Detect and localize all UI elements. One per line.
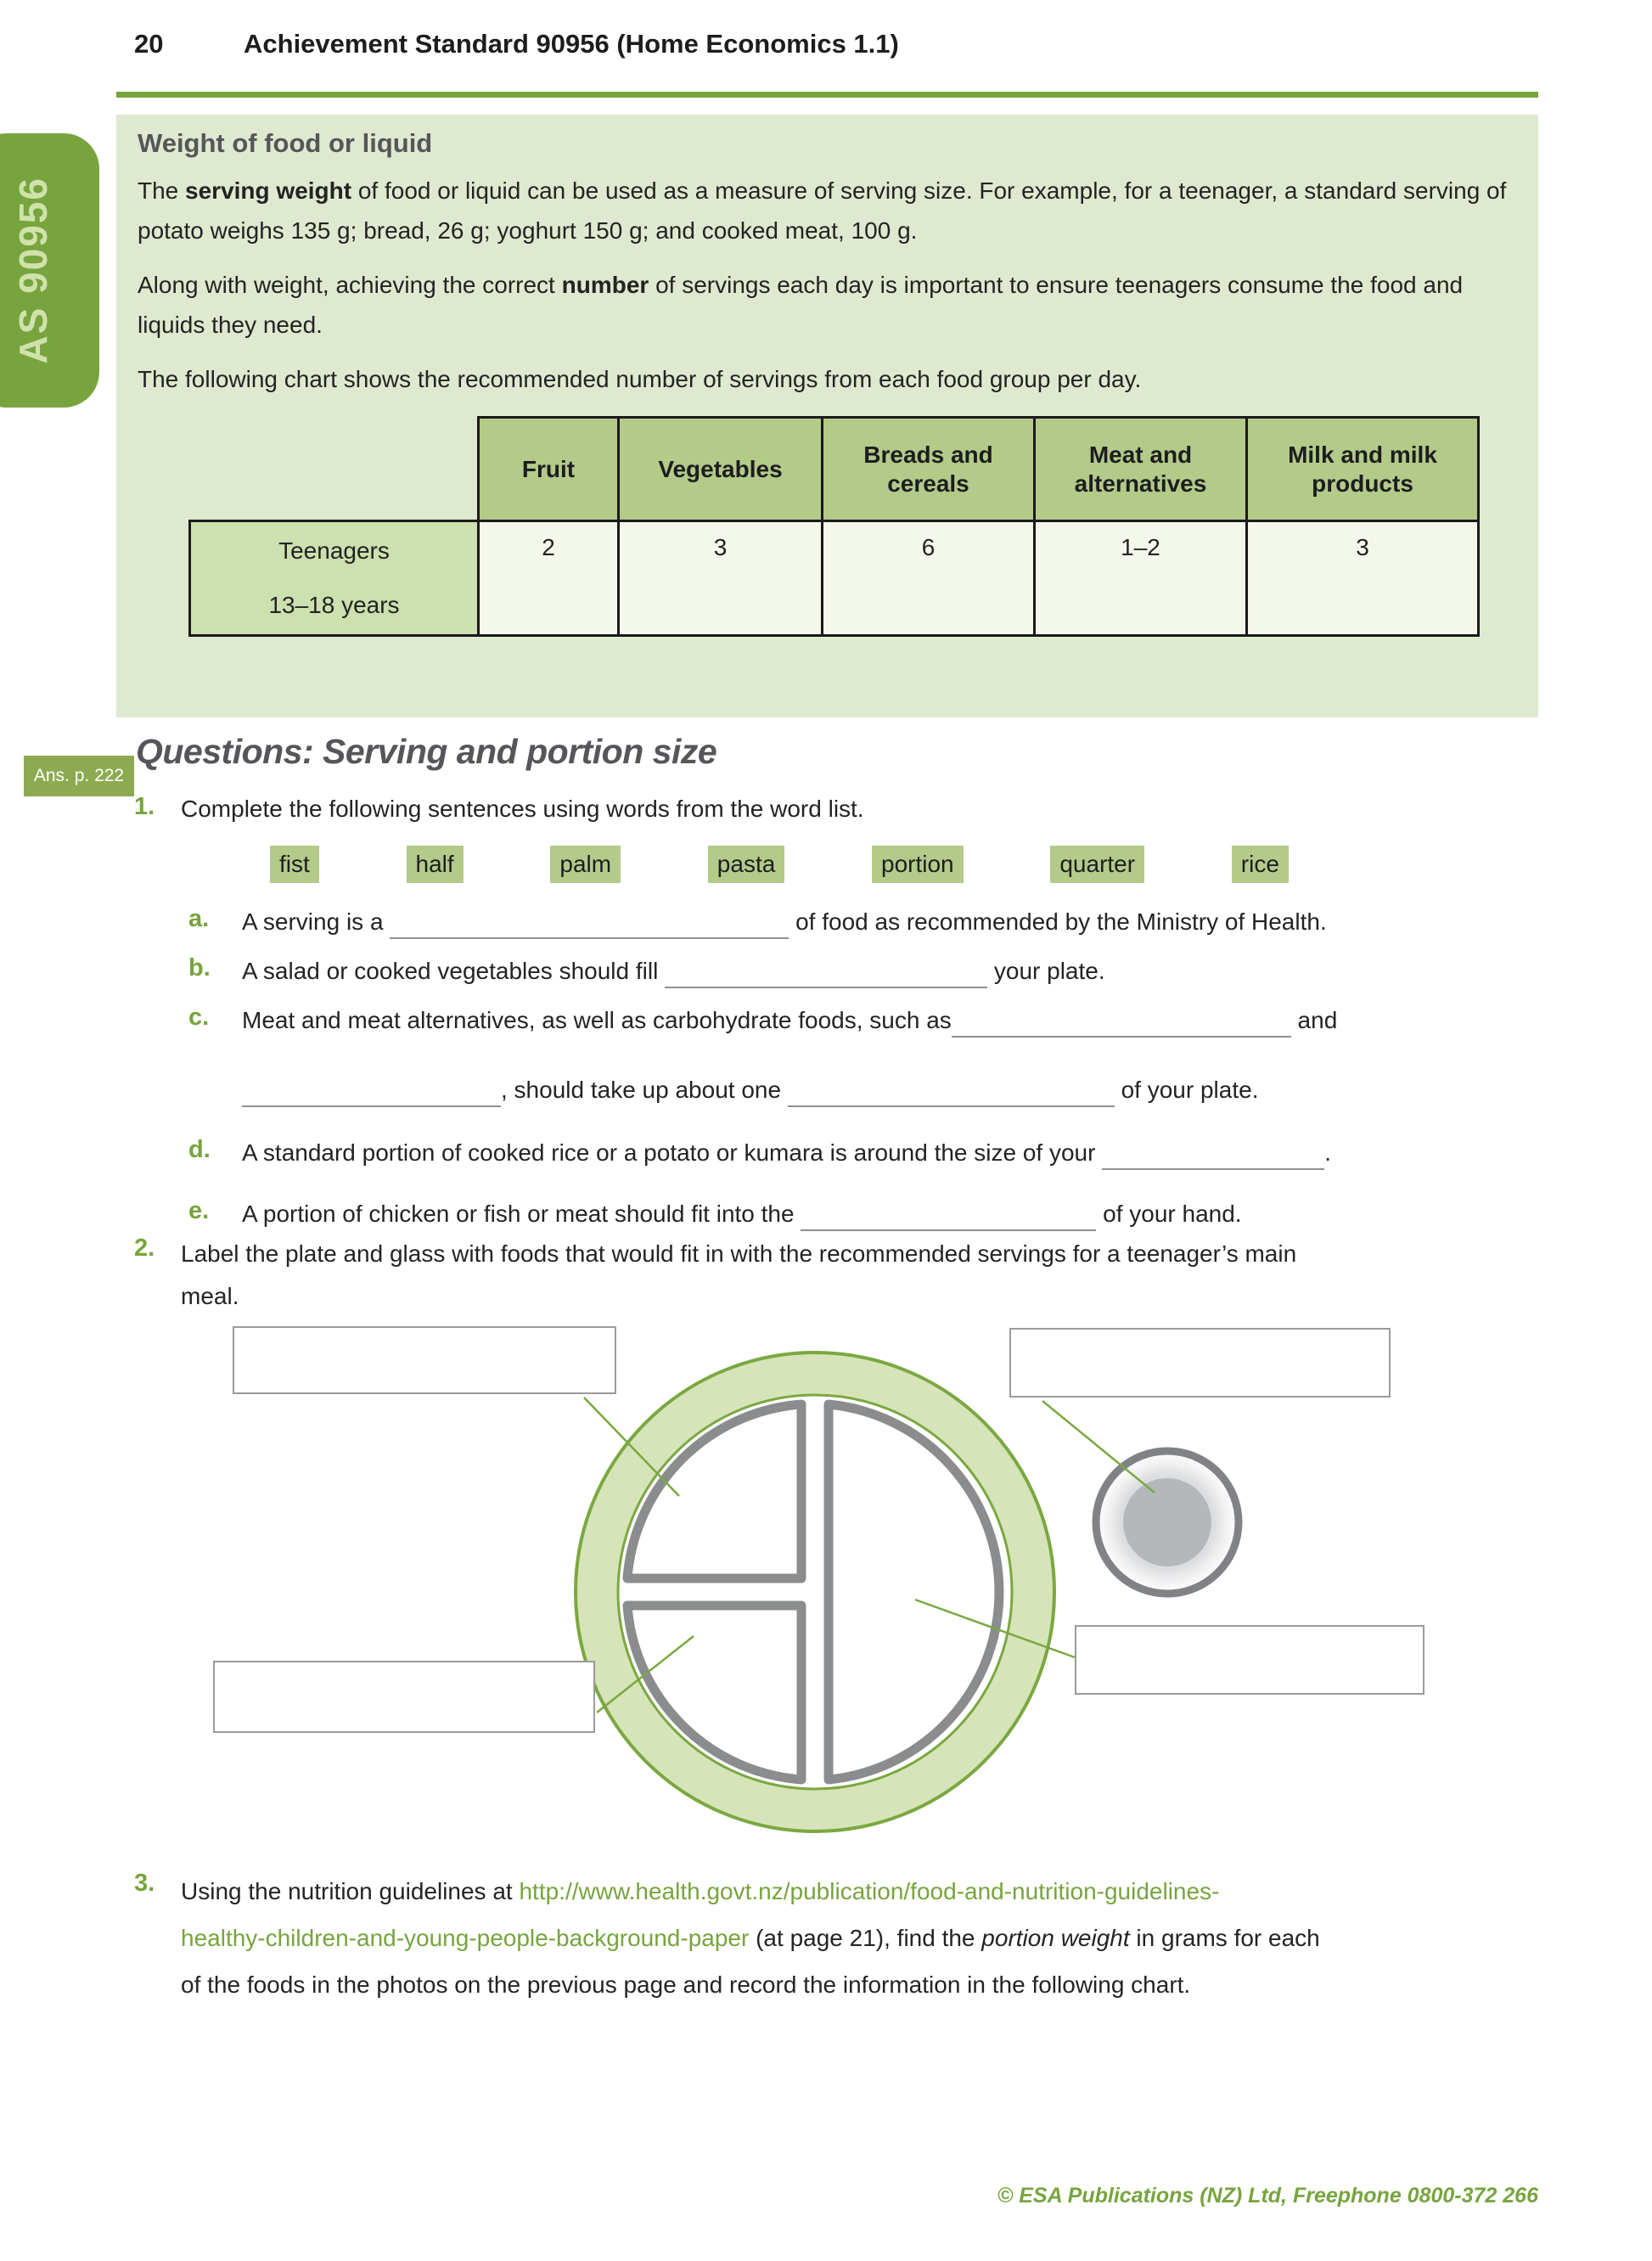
page-title: Achievement Standard 90956 (Home Economics 1.1) bbox=[244, 29, 899, 59]
question-3-text bbox=[181, 1868, 1539, 2008]
question-2-text: Label the plate and glass with foods that would fit in with the recommended servings for a teenager’s main meal. bbox=[181, 1240, 1297, 1309]
sub-item-d-text: A standard portion of cooked rice or a potato or kumara is around the size of your . bbox=[242, 1136, 1331, 1170]
info-paragraph-3: The following chart shows the recommended number of servings from each food group per day. bbox=[138, 366, 1142, 392]
sub-item-b-letter: b. bbox=[188, 954, 211, 981]
column-header-vegetables: Vegetables bbox=[619, 418, 823, 521]
sub-item-e-letter: e. bbox=[188, 1197, 210, 1224]
word-chip-pasta: pasta bbox=[708, 846, 785, 883]
sub-item-c-line1: Meat and meat alternatives, as well as carbohydrate foods, such as and bbox=[242, 1004, 1337, 1038]
servings-table bbox=[188, 416, 1480, 637]
column-header-meat: Meat and alternatives bbox=[1035, 418, 1247, 521]
answer-blank-e[interactable] bbox=[801, 1207, 1096, 1231]
question-1-text: Complete the following sentences using words from the word list. bbox=[181, 796, 864, 822]
answer-blank-d[interactable] bbox=[1102, 1146, 1324, 1170]
word-chip-rice: rice bbox=[1232, 846, 1289, 883]
header-rule bbox=[116, 92, 1538, 98]
question-3-line-2: healthy-children-and-young-people-background-paper (at page 21), find the portion weight in grams for each bbox=[181, 1925, 1320, 1951]
word-chip-fist: fist bbox=[270, 846, 319, 883]
answer-blank-c3[interactable] bbox=[788, 1083, 1115, 1107]
column-header-fruit: Fruit bbox=[479, 418, 619, 521]
sub-item-a-letter: a. bbox=[188, 905, 210, 932]
footer-credit: © ESA Publications (NZ) Ltd, Freephone 0800-372 266 bbox=[997, 2184, 1538, 2208]
sub-item-e-text: A portion of chicken or fish or meat should fit into the of your hand. bbox=[242, 1197, 1242, 1231]
table-empty-corner bbox=[190, 418, 479, 521]
serving-value-fruit: 2 bbox=[479, 521, 619, 636]
info-paragraph-2: Along with weight, achieving the correct number of servings each day is important to ensure teenagers consume the food and liquids they need. bbox=[138, 272, 1464, 338]
nutrition-guidelines-link-continued[interactable]: healthy-children-and-young-people-background-paper bbox=[181, 1925, 750, 1951]
question-1-number: 1. bbox=[134, 793, 155, 820]
column-header-milk: Milk and milk products bbox=[1247, 418, 1479, 521]
info-panel bbox=[116, 115, 1538, 717]
sub-item-c-letter: c. bbox=[188, 1004, 210, 1031]
leader-line-glass bbox=[1042, 1401, 1155, 1493]
questions-heading: Questions: Serving and portion size bbox=[136, 732, 717, 771]
question-3-line-3: of the foods in the photos on the previous page and record the information in the following chart. bbox=[181, 1971, 1191, 1998]
answer-blank-a[interactable] bbox=[390, 915, 789, 939]
serving-value-milk: 3 bbox=[1247, 521, 1479, 636]
answer-blank-c1[interactable] bbox=[952, 1014, 1291, 1038]
word-chip-half: half bbox=[407, 846, 464, 883]
sub-item-a-text: A serving is a of food as recommended by the Ministry of Health. bbox=[242, 905, 1327, 939]
label-box-top-left-section[interactable] bbox=[233, 1326, 616, 1394]
word-chip-quarter: quarter bbox=[1050, 846, 1144, 883]
row-header-teenagers: Teenagers 13–18 years bbox=[190, 521, 479, 636]
standard-side-tab bbox=[0, 133, 99, 408]
glass-liquid bbox=[1121, 1476, 1213, 1568]
label-box-right-section[interactable] bbox=[1075, 1625, 1424, 1695]
info-paragraph-1: The serving weight of food or liquid can be used as a measure of serving size. For example, for a teenager, a standard serving of potato weighs 135 g; bread, 26 g; yoghurt 150 g; and cooked meat, 100 g. bbox=[138, 177, 1507, 244]
question-3-number: 3. bbox=[134, 1870, 155, 1897]
word-chip-portion: portion bbox=[872, 846, 964, 883]
sub-item-d-letter: d. bbox=[188, 1136, 211, 1163]
answer-blank-b[interactable] bbox=[665, 965, 987, 988]
word-list bbox=[270, 846, 1289, 883]
word-chip-palm: palm bbox=[550, 846, 621, 883]
label-box-glass[interactable] bbox=[1009, 1328, 1391, 1398]
info-panel-title: Weight of food or liquid bbox=[138, 128, 433, 158]
serving-value-meat: 1–2 bbox=[1035, 521, 1247, 636]
standard-tab-label: AS 90956 bbox=[10, 177, 55, 364]
serving-value-breads: 6 bbox=[823, 521, 1035, 636]
page-number: 20 bbox=[134, 29, 164, 59]
sub-item-b-text: A salad or cooked vegetables should fill your plate. bbox=[242, 954, 1105, 988]
column-header-breads: Breads and cereals bbox=[823, 418, 1035, 521]
sub-item-c-line2: , should take up about one of your plate. bbox=[242, 1073, 1258, 1107]
serving-value-vegetables: 3 bbox=[619, 521, 823, 636]
servings-header-row bbox=[190, 418, 1479, 521]
answers-page-badge: Ans. p. 222 bbox=[24, 756, 134, 796]
label-box-bottom-left-section[interactable] bbox=[213, 1661, 595, 1733]
answer-blank-c2[interactable] bbox=[242, 1083, 501, 1107]
question-2-number: 2. bbox=[134, 1235, 155, 1262]
nutrition-guidelines-link[interactable]: http://www.health.govt.nz/publication/food-and-nutrition-guidelines- bbox=[519, 1878, 1220, 1904]
question-3-line-1: Using the nutrition guidelines at http://www.health.govt.nz/publication/food-and-nutrition-guidelines- bbox=[181, 1878, 1220, 1904]
servings-data-row bbox=[190, 521, 1479, 636]
